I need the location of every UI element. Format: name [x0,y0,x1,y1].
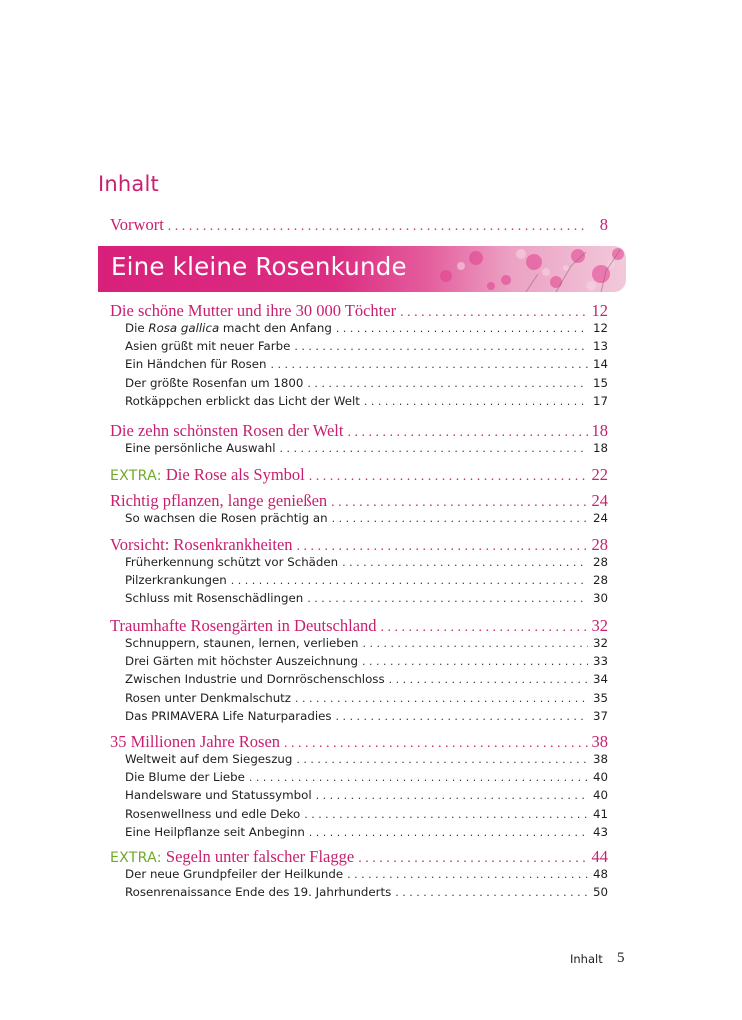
leader-dots [362,655,588,668]
leader-dots [231,574,588,587]
toc-page-number: 43 [592,824,608,839]
leader-dots [336,322,588,335]
toc-subentry-label: Der größte Rosenfan um 1800 [125,375,304,390]
toc-subentry-label: Eine persönliche Auswahl [125,441,276,455]
toc-chapter-label [110,847,354,867]
label-part: Die [125,321,149,335]
toc-subentry-label: Weltweit auf dem Siegeszug [125,752,293,766]
leader-dots [316,789,588,802]
toc-page-number: 18 [591,421,608,440]
toc-subentry[interactable] [125,591,608,609]
toc-subentry-label: Zwischen Industrie und Dornröschenschloss [125,672,385,687]
toc-page-number: 37 [592,708,608,723]
toc-subentry-label: Pilzerkrankungen [125,573,227,588]
toc-page-number: 22 [591,465,608,484]
toc-subentry-label: Rotkäppchen erblickt das Licht der Welt [125,393,360,408]
toc-subentry[interactable] [125,339,608,357]
toc-subentry-label: Schluss mit Rosenschädlingen [125,591,304,606]
toc-subentry[interactable] [125,394,608,412]
toc-subentry[interactable] [125,807,608,825]
leader-dots [331,495,587,511]
toc-subentry-label: Der neue Grundpfeiler der Heilkunde [125,867,344,881]
toc-page-number: 38 [592,752,608,766]
toc-chapter-entry[interactable] [110,301,608,323]
leader-dots [294,340,588,353]
leader-dots [395,886,588,899]
leader-dots [280,442,588,455]
toc-chapter-label [110,732,280,752]
toc-chapter-label [110,535,293,555]
toc-page-number: 28 [592,555,608,569]
toc-page-number: 17 [592,393,608,408]
toc-subentry[interactable] [125,441,608,459]
leader-dots [381,620,588,636]
toc-page-number: 15 [592,375,608,390]
toc-page-number: 18 [592,441,608,455]
toc-subentry[interactable] [125,654,608,672]
toc-subentry-label: Rosenwellness und edle Deko [125,806,301,821]
toc-chapter-entry[interactable] [110,465,608,487]
toc-page-number: 40 [592,770,608,785]
leader-dots [389,673,588,686]
toc-page-number: 33 [592,654,608,669]
leader-dots [362,637,588,650]
leader-dots [347,425,587,441]
leader-dots [307,592,588,605]
toc-subentry-label: Eine Heilpflanze seit Anbeginn [125,824,305,839]
leader-dots [347,868,588,881]
toc-page-number: 48 [592,867,608,881]
leader-dots [307,377,588,390]
toc-page-number: 28 [592,573,608,588]
leader-dots [296,753,588,766]
toc-page-number: 24 [591,491,608,510]
toc-subentry[interactable] [125,885,608,903]
extra-tag: EXTRA: [110,850,162,866]
toc-page-number: 14 [592,357,608,372]
toc-chapter-entry[interactable] [110,616,608,638]
toc-page-number: 44 [591,847,608,866]
toc-chapter-entry[interactable] [110,732,608,754]
toc-subentry[interactable] [125,867,608,885]
toc-chapter-entry[interactable] [110,491,608,513]
toc-chapter-entry[interactable] [110,421,608,443]
toc-entry-preface[interactable] [110,215,608,237]
toc-chapter-label [110,465,305,485]
label-emphasis: Rosa gallica [148,321,220,335]
toc-chapter-title: 35 Millionen Jahre Rosen [110,732,281,751]
page-title: Inhalt [98,172,159,196]
toc-subentry-label: Früherkennung schützt vor Schäden [125,555,339,569]
toc-page-number: 35 [592,690,608,705]
toc-page-number: 50 [592,885,608,900]
toc-subentry-label: Schnuppern, staunen, lernen, verlieben [125,636,359,650]
toc-page-number: 28 [591,535,608,554]
rose-blossoms-image [406,246,626,292]
toc-page-number: 13 [592,339,608,354]
toc-chapter-entry[interactable] [110,535,608,557]
leader-dots [284,736,587,752]
toc-chapter-title: Die Rose als Symbol [165,465,305,484]
extra-tag: EXTRA: [110,468,162,484]
toc-page-number: 32 [591,616,608,635]
leader-dots [336,710,588,723]
section-banner [98,246,626,292]
leader-dots [400,305,587,321]
toc-page-number: 34 [592,672,608,687]
toc-subentry[interactable] [125,555,608,573]
toc-subentry[interactable] [125,709,608,727]
leader-dots [270,358,588,371]
toc-subentry[interactable] [125,672,608,690]
leader-dots [297,539,588,555]
toc-subentry-label [125,321,332,335]
toc-subentry-label: Handelsware und Statussymbol [125,788,312,803]
toc-chapter-label [110,301,396,321]
leader-dots [358,851,587,867]
toc-subentry-label: So wachsen die Rosen prächtig an [125,511,328,525]
toc-subentry-label: Drei Gärten mit höchster Auszeichnung [125,654,359,669]
toc-page-number: 12 [591,301,608,320]
toc-subentry-label: Das PRIMAVERA Life Naturparadies [125,708,332,723]
toc-subentry[interactable] [125,321,608,339]
toc-chapter-title: Richtig pflanzen, lange genießen [110,491,328,510]
toc-page-number: 8 [599,215,608,234]
toc-subentry-label: Ein Händchen für Rosen [125,357,267,372]
label-part: macht den Anfang [219,321,332,335]
toc-page-number: 38 [591,732,608,751]
toc-subentry[interactable] [125,788,608,806]
running-footer-label: Inhalt [570,952,603,966]
toc-subentry[interactable] [125,825,608,843]
toc-page-number: 41 [592,806,608,821]
section-title: Eine kleine Rosenkunde [111,252,407,281]
toc-subentry[interactable] [125,357,608,375]
toc-chapter-label [110,421,343,441]
toc-subentry[interactable] [125,752,608,770]
toc-chapter-entry[interactable] [110,847,608,869]
leader-dots [364,395,588,408]
leader-dots [332,512,588,525]
toc-chapter-title: Traumhafte Rosengärten in Deutschland [110,616,377,635]
leader-dots [168,219,588,235]
leader-dots [342,556,588,569]
toc-chapter-title: Die schöne Mutter und ihre 30 000 Töchter [110,301,397,320]
toc-page-number: 30 [592,591,608,606]
toc-subentry-label: Die Blume der Liebe [125,770,245,785]
leader-dots [309,469,588,485]
toc-subentry[interactable] [125,376,608,394]
toc-chapter-label [110,616,377,636]
toc-subentry[interactable] [125,770,608,788]
toc-chapter-title: Segeln unter falscher Flagge [165,847,355,866]
toc-subentry[interactable] [125,573,608,591]
toc-page-number: 12 [592,321,608,335]
toc-chapter-label [110,491,327,511]
leader-dots [304,808,588,821]
toc-subentry-label: Asien grüßt mit neuer Farbe [125,339,291,354]
toc-chapter-title: Vorsicht: Rosenkrankheiten [110,535,293,554]
leader-dots [309,826,588,839]
toc-subentry[interactable] [125,691,608,709]
toc-subentry-label: Rosen unter Denkmalschutz [125,690,292,705]
toc-chapter-title: Die zehn schönsten Rosen der Welt [110,421,344,440]
toc-entry-label: Vorwort [110,215,164,234]
page-number: 5 [617,950,625,966]
toc-page-number: 32 [592,636,608,650]
toc-page-number: 24 [592,511,608,525]
leader-dots [249,771,588,784]
toc-page-number: 40 [592,788,608,803]
toc-subentry[interactable] [125,511,608,529]
toc-subentry-label: Rosenrenaissance Ende des 19. Jahrhunderts [125,885,392,900]
leader-dots [295,692,588,705]
toc-subentry[interactable] [125,636,608,654]
